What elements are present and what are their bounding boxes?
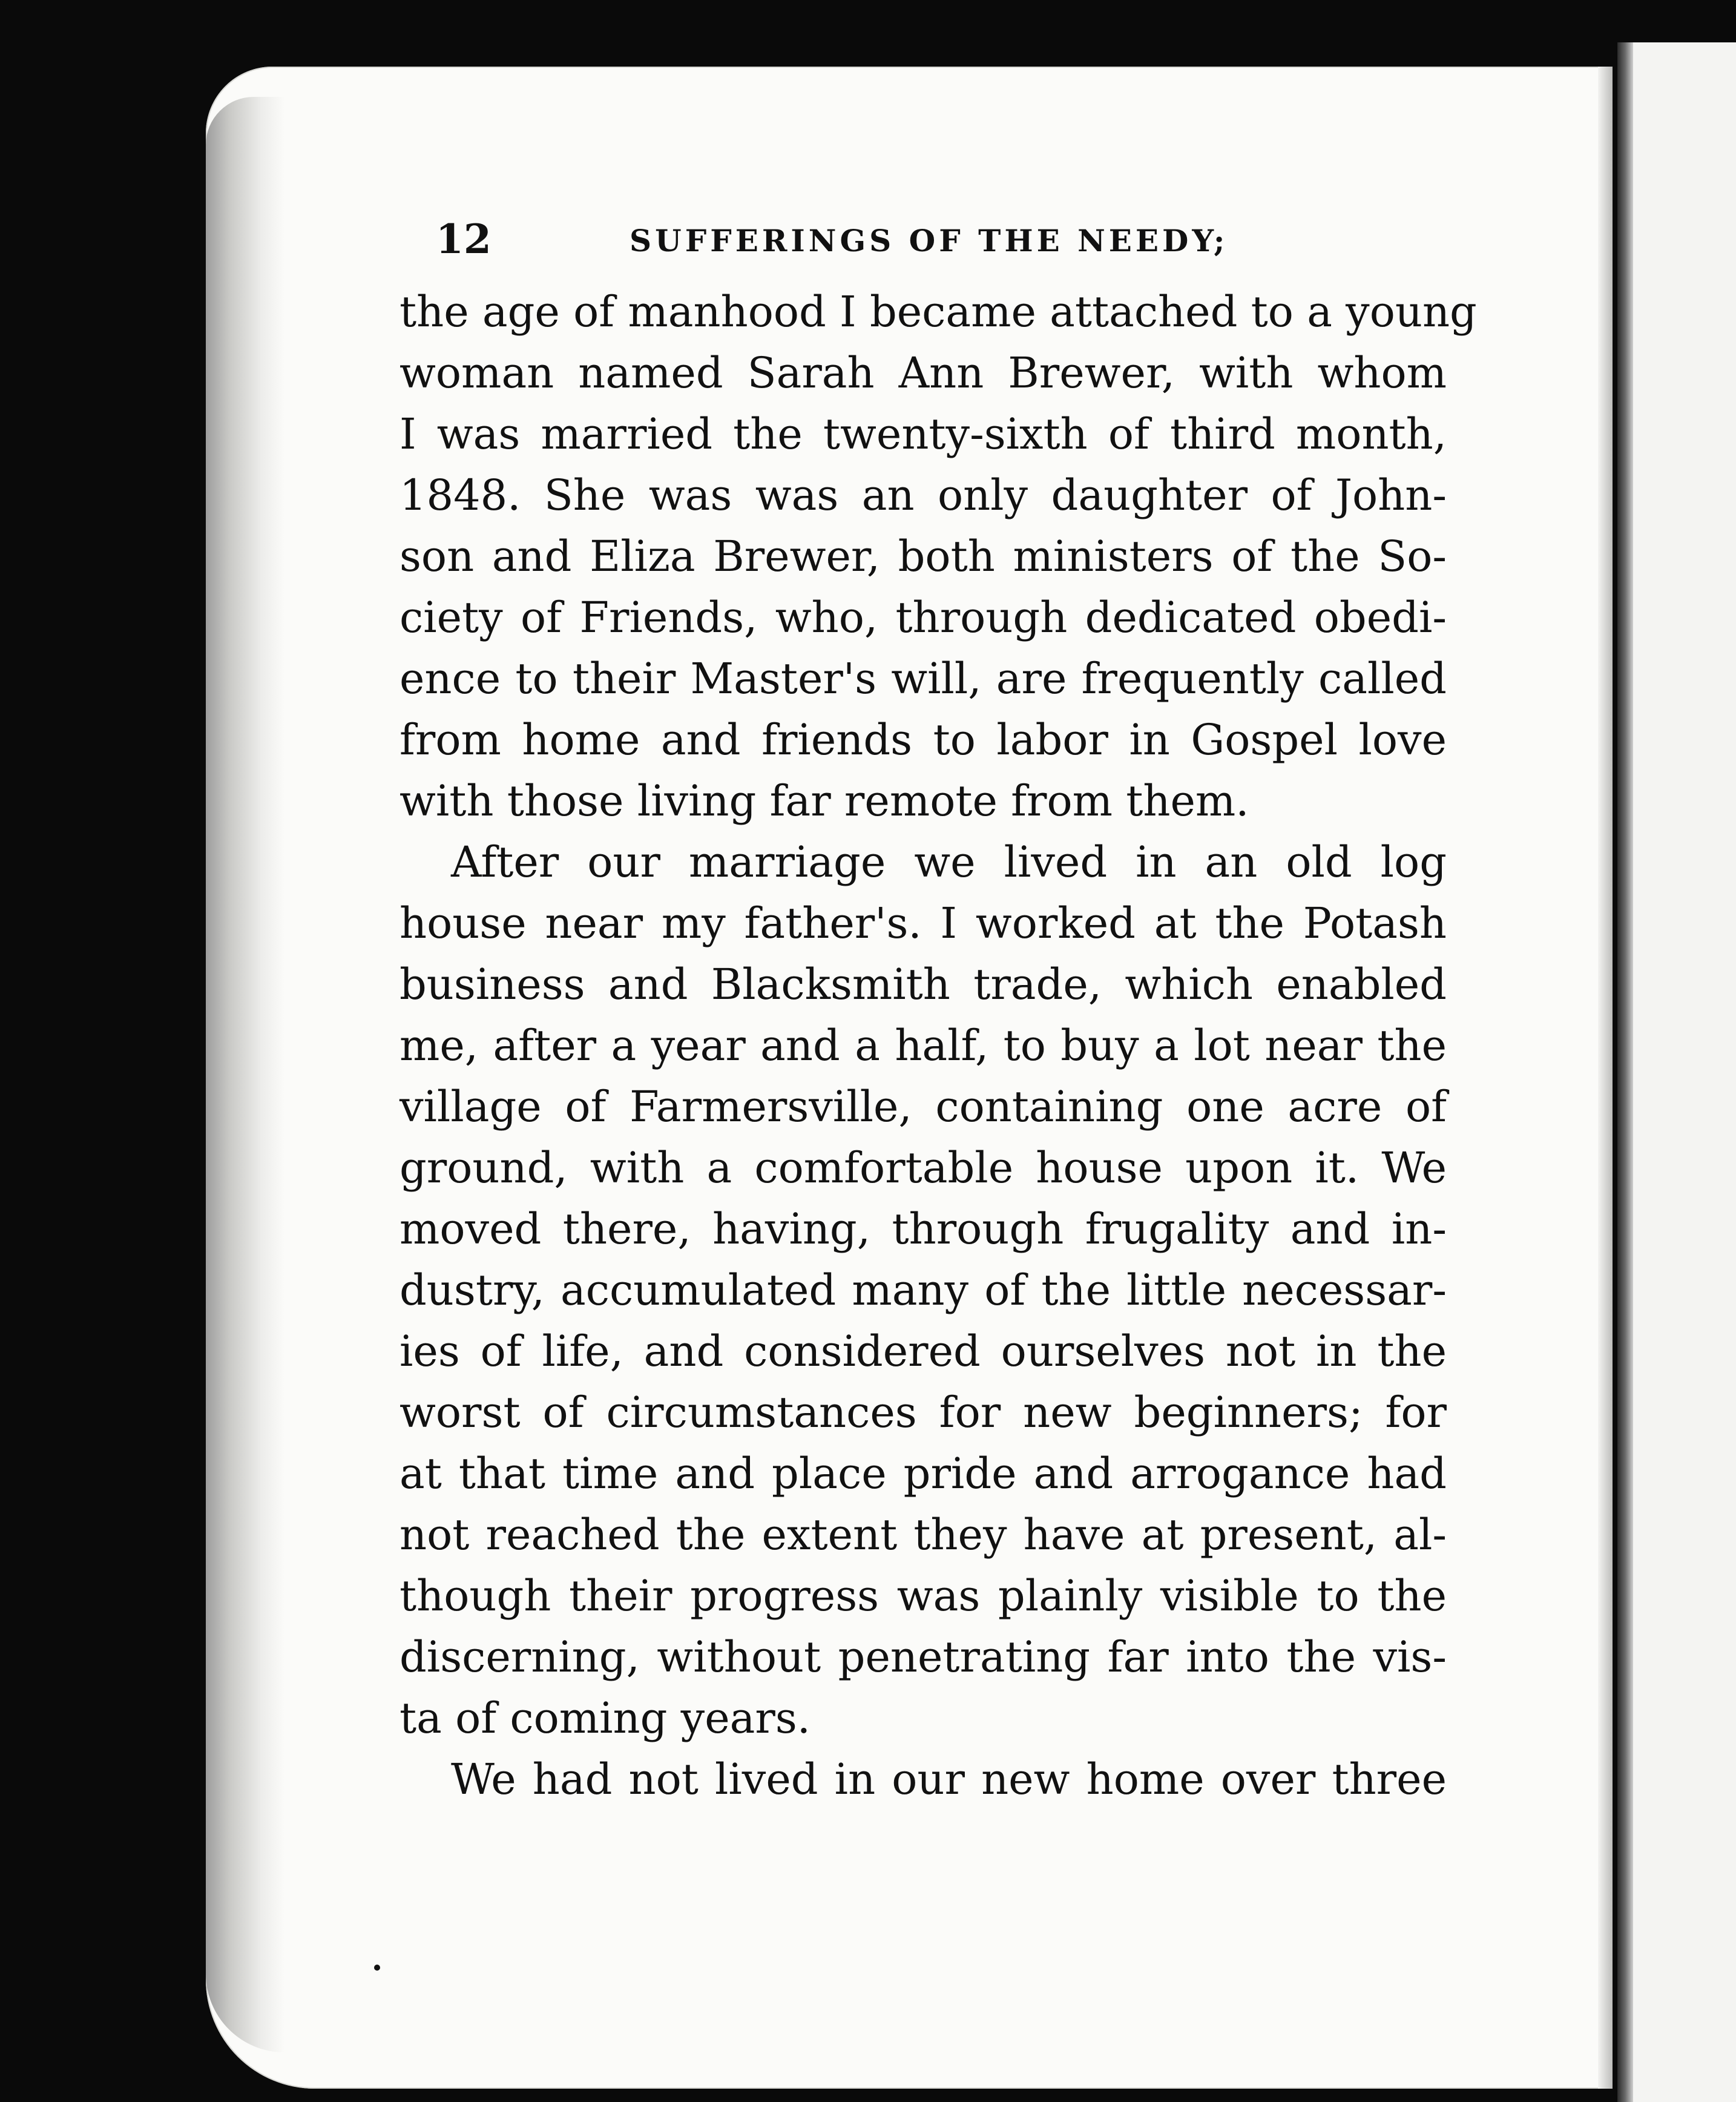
- paragraph-3: [399, 1749, 1447, 1810]
- running-head: [399, 209, 1447, 275]
- text-line: I was married the twenty-sixth of third month,: [399, 409, 1447, 459]
- text-line: business and Blacksmith trade, which enabled: [399, 960, 1447, 1009]
- text-line: ciety of Friends, who, through dedicated obedi-: [399, 593, 1447, 642]
- text-line: worst of circumstances for new beginners; for: [399, 1388, 1447, 1437]
- text-line: ta of coming years.: [399, 1693, 811, 1743]
- book-gutter: [1617, 42, 1633, 2102]
- text-line: After our marriage we lived in an old log: [451, 837, 1447, 887]
- page-left-edge-shadow: [206, 97, 284, 2052]
- text-line: from home and friends to labor in Gospel love: [399, 715, 1447, 765]
- page-text: [399, 209, 1477, 1810]
- print-speck: [374, 1965, 380, 1971]
- text-line: dustry, accumulated many of the little necessar-: [399, 1265, 1447, 1315]
- text-line: house near my father's. I worked at the Potash: [399, 898, 1447, 948]
- paragraph-2: [399, 832, 1447, 1749]
- text-line: with those living far remote from them.: [399, 776, 1249, 826]
- running-head-title: SUFFERINGS OF THE NEEDY;: [630, 223, 1229, 259]
- text-line: discerning, without penetrating far into the vis-: [399, 1632, 1447, 1682]
- text-line: the age of manhood I became attached to a young: [399, 287, 1477, 337]
- text-line: me, after a year and a half, to buy a lot near the: [399, 1021, 1447, 1070]
- text-line: We had not lived in our new home over three: [451, 1754, 1447, 1804]
- text-line: moved there, having, through frugality and in-: [399, 1204, 1447, 1254]
- text-line: village of Farmersville, containing one acre of: [399, 1082, 1447, 1132]
- page-right-edge-shadow: [1598, 67, 1613, 2089]
- text-line: ence to their Master's will, are frequently called: [399, 654, 1447, 703]
- page-number: 12: [436, 216, 492, 263]
- text-line: ground, with a comfortable house upon it. We: [399, 1143, 1447, 1193]
- text-line: at that time and place pride and arrogance had: [399, 1449, 1447, 1498]
- text-line: ies of life, and considered ourselves not in the: [399, 1326, 1447, 1376]
- text-line: though their progress was plainly visible to the: [399, 1571, 1447, 1621]
- paragraph-1: [399, 282, 1477, 832]
- text-line: 1848. She was was an only daughter of John-: [399, 470, 1447, 520]
- facing-page-edge: [1617, 42, 1736, 2102]
- text-line: woman named Sarah Ann Brewer, with whom: [399, 348, 1447, 398]
- text-line: not reached the extent they have at present, al-: [399, 1510, 1447, 1560]
- text-line: son and Eliza Brewer, both ministers of the So-: [399, 532, 1447, 581]
